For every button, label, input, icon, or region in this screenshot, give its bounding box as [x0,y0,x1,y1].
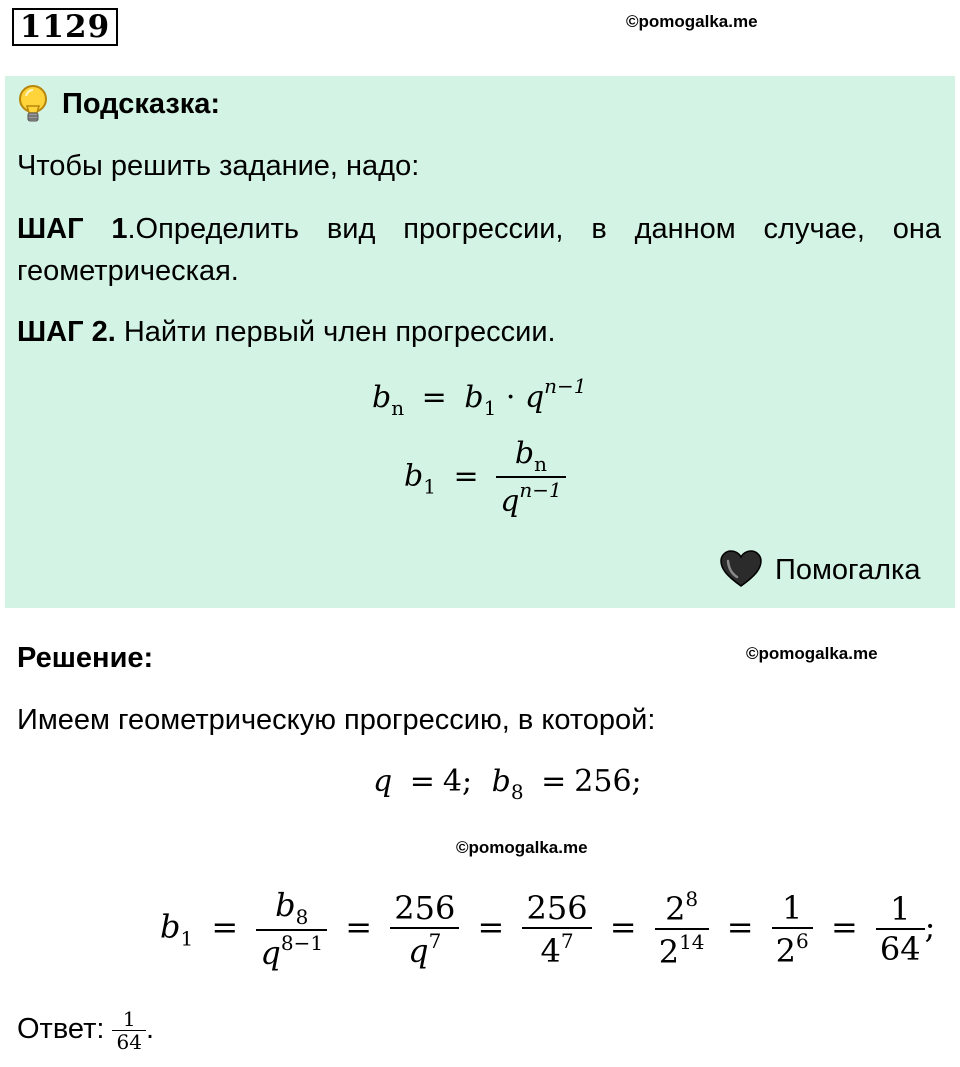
fraction-1: $\frac{b_8}{q^{8-1}}$ [256,886,327,972]
hint-intro: Чтобы решить задание, надо: [17,150,420,182]
fraction-6: $\frac{1}{64}$ [876,890,925,968]
answer: Ответ: $\frac{1}{64}$ . [17,1007,154,1054]
step-1-text: .Определить вид прогрессии, в данном случае, она геометрическая. [17,213,941,287]
hint-title: Подсказка: [62,88,221,120]
solution-intro: Имеем геометрическую прогрессию, в которой: [17,704,656,736]
answer-label: Ответ: [17,1013,113,1046]
problem-number: 1129 [12,8,118,46]
step-2-text: Найти первый член прогрессии. [115,316,556,348]
fraction-3: $\frac{256}{4^7}$ [522,889,591,970]
watermark-solution: ©pomogalka.me [746,644,878,663]
given-values: q = 4; $b_8 = 256$; [373,764,642,804]
formula-first-term: $b_1$ = $\frac{b_n}{q^{n-1}}$ [404,436,566,519]
answer-fraction: $\frac{1}{64}$ [112,1008,145,1053]
watermark-middle: ©pomogalka.me [456,838,588,857]
heart-icon [719,550,763,588]
step-1-label: ШАГ 1 [17,213,128,245]
lightbulb-icon [16,84,50,126]
step-2-label: ШАГ 2. [17,316,116,348]
hint-step-1 [17,208,941,292]
fraction-2: $\frac{256}{q^7}$ [390,889,459,970]
formula-nth-term: $b_n = b_1 \cdot q^{n-1}$ [372,374,587,420]
brand-label: Помогалка [775,554,921,586]
calculation-chain: $b_1$ = $\frac{b_8}{q^{8-1}}$ = $\frac{256}{q^7}$ = $\frac{256}{4^7}$ = $\frac{2^8}{2^{14}}$ = $\frac{1}{2^6}$ = $\frac{1}{64}$ ; [160,886,936,972]
hint-step-2 [17,314,556,350]
fraction-5: $\frac{1}{2^6}$ [772,889,813,970]
fraction-4: $\frac{2^8}{2^{14}}$ [655,887,709,971]
solution-title: Решение: [17,642,154,674]
watermark-top: ©pomogalka.me [626,12,758,31]
